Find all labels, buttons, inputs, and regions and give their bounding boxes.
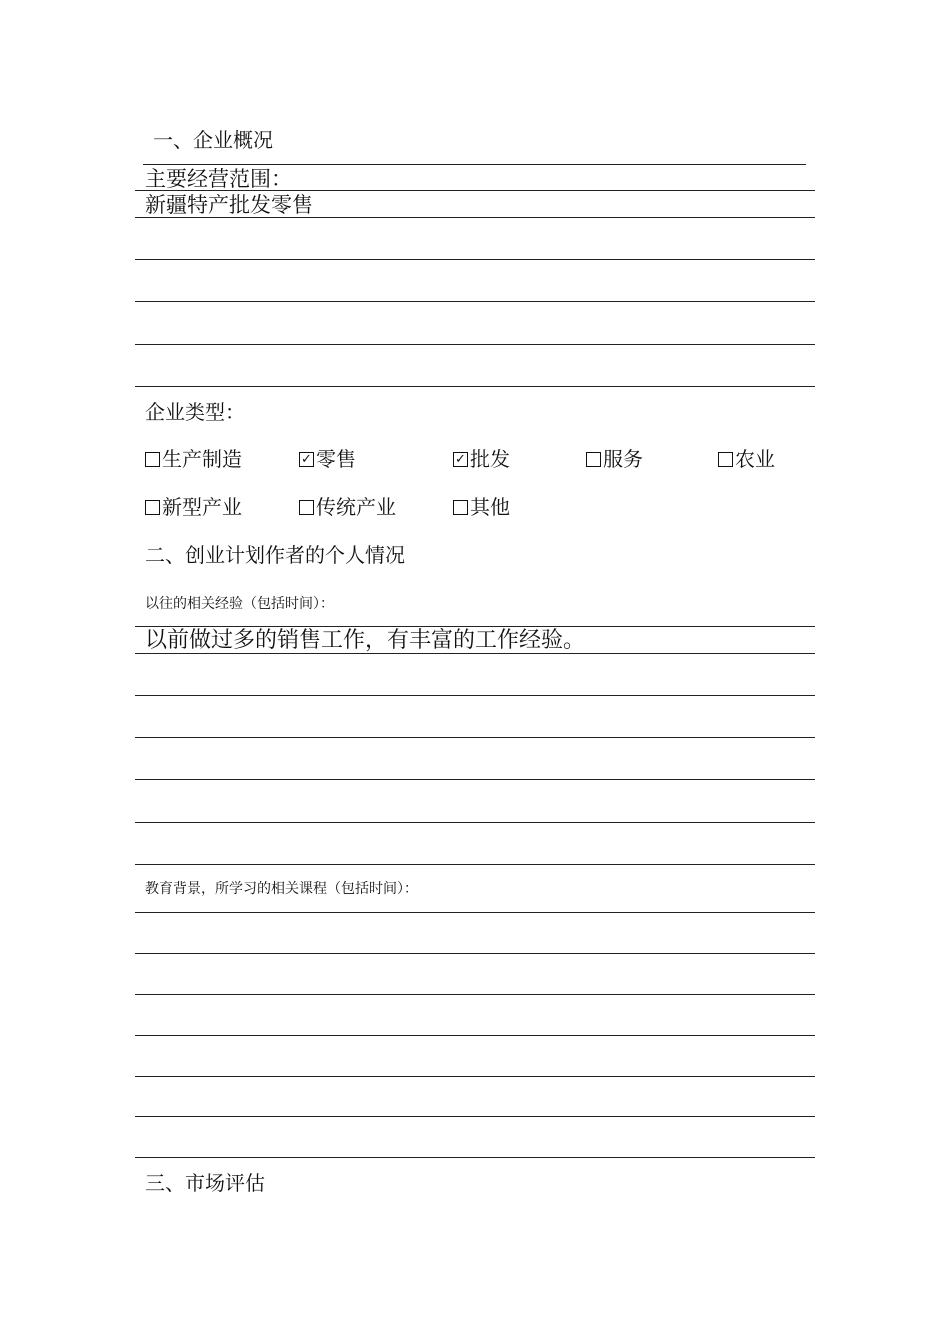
checkbox-label: 新型产业 <box>162 495 242 519</box>
checkbox-label: 农业 <box>735 447 775 471</box>
checkbox-empty-icon <box>145 452 160 467</box>
checkbox-label: 批发 <box>470 447 510 471</box>
form-line[interactable] <box>135 1116 815 1117</box>
checkbox-label: 生产制造 <box>162 447 242 471</box>
form-line[interactable] <box>135 912 815 913</box>
form-line <box>135 259 815 260</box>
form-line <box>135 864 815 865</box>
experience-label: 以往的相关经验（包括时间）： <box>145 596 334 612</box>
form-line <box>135 386 815 387</box>
checkbox-manufacturing[interactable] <box>145 449 242 469</box>
checkbox-agriculture[interactable] <box>718 449 775 469</box>
checkbox-other[interactable] <box>453 497 510 517</box>
form-line <box>135 301 815 302</box>
form-line[interactable] <box>135 1035 815 1036</box>
checkbox-label: 零售 <box>316 447 356 471</box>
form-line <box>135 653 815 654</box>
divider <box>143 164 806 165</box>
education-label: 教育背景，所学习的相关课程（包括时间）： <box>145 881 418 897</box>
checkbox-service[interactable] <box>586 449 643 469</box>
form-line[interactable] <box>135 953 815 954</box>
form-line <box>135 217 815 218</box>
form-line[interactable] <box>135 1076 815 1077</box>
section2-title: 二、创业计划作者的个人情况 <box>145 543 405 567</box>
section3-title: 三、市场评估 <box>145 1171 265 1195</box>
checkbox-empty-icon <box>145 500 160 515</box>
form-line <box>135 737 815 738</box>
form-line[interactable] <box>135 994 815 995</box>
checkbox-traditional-industry[interactable] <box>299 497 396 517</box>
form-line <box>135 344 815 345</box>
checkbox-new-industry[interactable] <box>145 497 242 517</box>
checkbox-label: 传统产业 <box>316 495 396 519</box>
checkbox-empty-icon <box>453 500 468 515</box>
form-line <box>135 822 815 823</box>
form-line <box>135 695 815 696</box>
experience-value[interactable]: 以前做过多的销售工作，有丰富的工作经验。 <box>145 628 586 653</box>
checkbox-empty-icon <box>586 452 601 467</box>
checkbox-retail[interactable] <box>299 449 356 469</box>
checkbox-checked-icon: ✓ <box>453 452 468 467</box>
checkbox-label: 服务 <box>603 447 643 471</box>
scope-value[interactable]: 新疆特产批发零售 <box>145 193 313 217</box>
checkbox-wholesale[interactable] <box>453 449 510 469</box>
form-line <box>135 779 815 780</box>
checkbox-label: 其他 <box>470 495 510 519</box>
scope-label: 主要经营范围： <box>145 167 292 191</box>
type-label: 企业类型： <box>145 400 245 424</box>
divider <box>135 190 815 191</box>
checkbox-empty-icon <box>299 500 314 515</box>
form-line[interactable] <box>135 1157 815 1158</box>
checkbox-empty-icon <box>718 452 733 467</box>
section1-title: 一、企业概况 <box>153 128 273 152</box>
checkbox-checked-icon: ✓ <box>299 452 314 467</box>
divider <box>135 626 815 627</box>
